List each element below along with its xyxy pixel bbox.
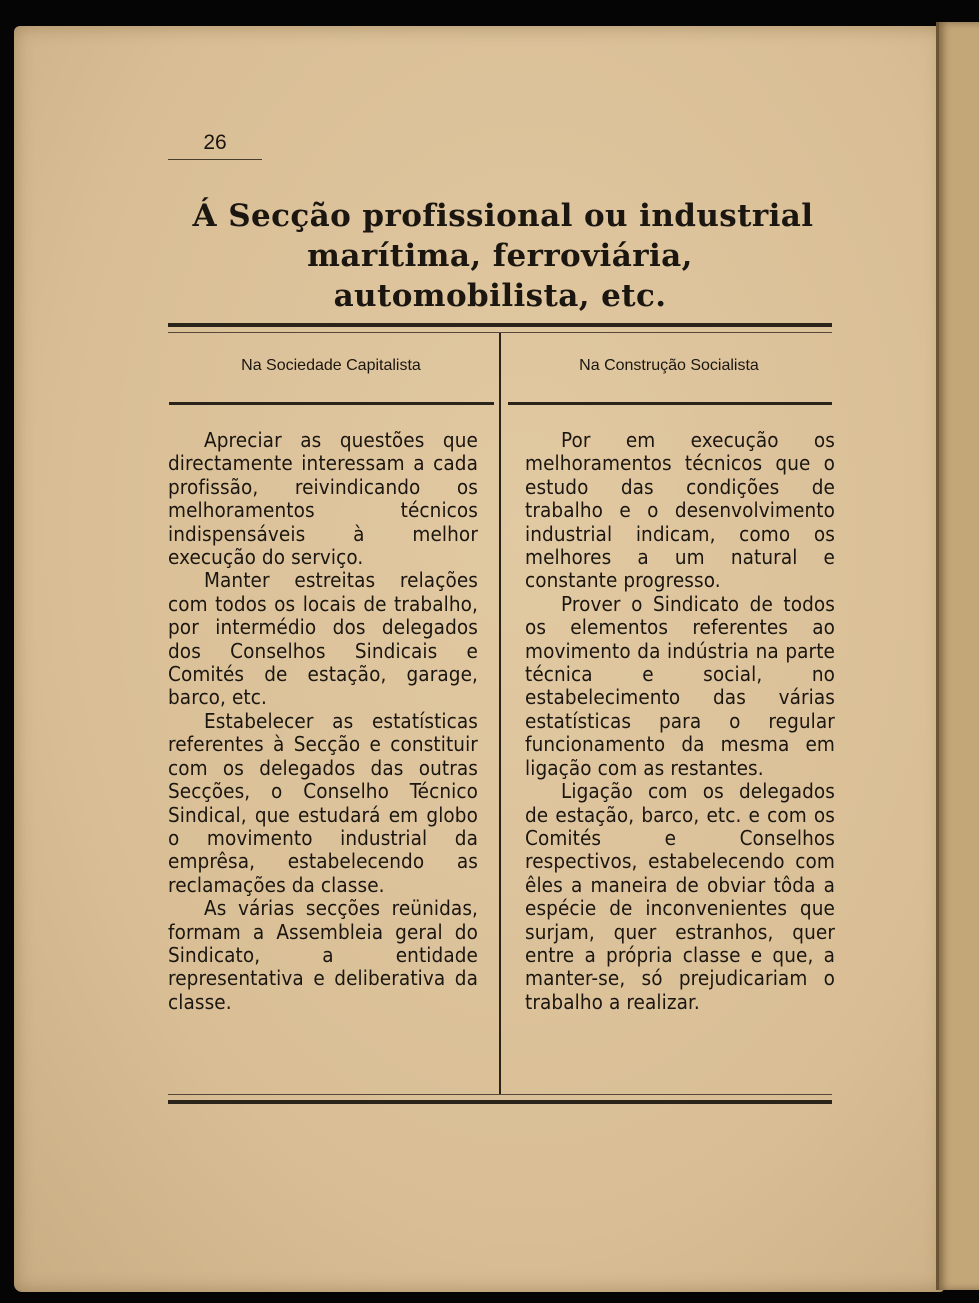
left-column-text — [168, 429, 478, 1014]
title-line: Á Secção profissional ou industrial — [192, 198, 814, 234]
paragraph: As várias secções reünidas, formam a Assembleia geral do Sindicato, a entidade representativa e deliberativa da classe. — [168, 896, 478, 1014]
paragraph: Estabelecer as estatísticas referentes à Secção e constituir com os delegados das outras Secções, o Conselho Técnico Sindical, que estudará em globo o movimento industrial da emprêsa, estabelecendo as reclamações da classe. — [168, 708, 478, 897]
paragraph: Ligação com os delegados de estação, barco, etc. e com os Comités e Conselhos respectivos, estabelecendo com êles a maneira de obviar tôda a espécie de inconvenientes que surjam, quer estranhos, quer entre a própria classe e que, a manter-se, só prejudicariam o trabalho a realizar. — [525, 779, 835, 1014]
section-title — [160, 196, 840, 316]
table-bottom-rule-thin — [168, 1094, 832, 1095]
title-line: automobilista, etc. — [333, 278, 667, 314]
table-bottom-rule — [168, 1100, 832, 1104]
right-column-text — [525, 429, 835, 1014]
right-column-heading: Na Construção Socialista — [579, 357, 759, 374]
adjacent-page-edge — [936, 22, 979, 1290]
column-divider — [499, 333, 501, 1095]
paragraph: Manter estreitas relações com todos os locais de trabalho, por intermédio dos delegados dos Conselhos Sindicais e Comités de estação, garage, barco, etc. — [168, 568, 478, 710]
right-heading-rule — [508, 402, 832, 405]
paragraph: Prover o Sindicato de todos os elementos referentes ao movimento da indústria na parte técnica e social, no estabelecimento das várias estatísticas para o regular funcionamento da mesma em ligação com as restantes. — [525, 591, 835, 780]
paragraph: Apreciar as questões que directamente interessam a cada profissão, reivindicando os melhoramentos técnicos indispensáveis à melhor execução do serviço. — [168, 428, 478, 570]
title-line: marítima, ferroviária, — [307, 238, 693, 274]
table-top-rule — [168, 323, 832, 327]
left-heading-rule — [169, 402, 494, 405]
page-number: 26 — [168, 131, 262, 160]
left-column-heading: Na Sociedade Capitalista — [241, 357, 421, 374]
paragraph: Por em execução os melhoramentos técnicos que o estudo das condições de trabalho e o desenvolvimento industrial indicam, como os melhores a um natural e constante progresso. — [525, 428, 835, 593]
